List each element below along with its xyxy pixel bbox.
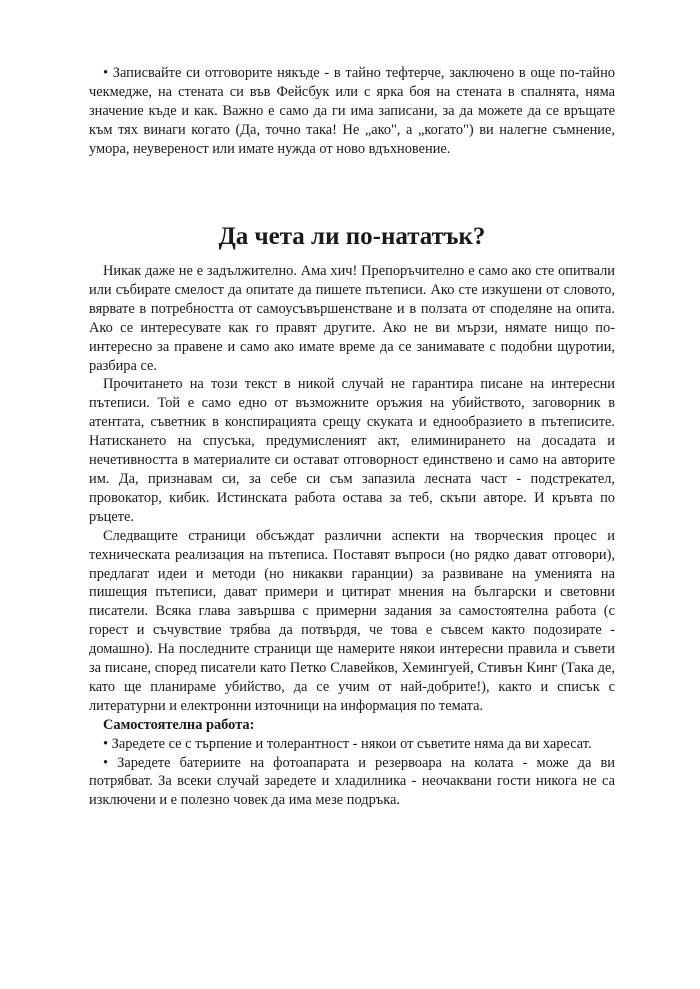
document-page — [89, 64, 615, 809]
task-heading: Самостоятелна работа: — [103, 716, 255, 733]
section-title: Да чета ли по-нататък? — [218, 223, 486, 250]
section-body — [89, 262, 615, 810]
task-item-2: • Заредете батериите на фотоапарата и резервоара на колата - може да ви потрябват. За всеки случай заредете и хладилника - неочаквани гости никога не са изключени и е полезно човек да има мезе подръка. — [89, 754, 615, 809]
paragraph-3: Следващите страници обсъждат различни аспекти на творческия процес и техническата реализация на пътеписа. Поставят въпроси (но рядко дават отговори), предлагат идеи и методи (но никакви гаранции) за развиване на уменията на пишещия пътеписи, дават примери и цитират мнения на български и световни писатели. Всяка глава завършва с примерни задания за самостоятелна работа (с горест и съчувствие трябва да потвърдя, че това е съвсем както подозирате - домашно). На последните страници ще намерите някои интересни правила и съвети за писане, според писатели като Петко Славейков, Хемингуей, Стивън Кинг (Така де, като ще планираме убийство, да се учим от най-добрите!), както и списък с литературни и електронни източници на информация по темата. — [89, 527, 615, 714]
intro-bullet: • Записвайте си отговорите някъде - в тайно тефтерче, заключено в още по-тайно чекмедже, на стената си във Фейсбук или с ярка боя на стената в спалнята, няма значение къде и как. Важно е само да ги има записани, за да можете да се връщате към тях винаги когато (Да, точно така! Не „ако", а „когато") ви налегне съмнение, умора, неувереност или имате нужда от ново вдъхновение. — [89, 65, 615, 157]
paragraph-1: Никак даже не е задължително. Ама хич! Препоръчително е само ако сте опитвали или събирате смелост да опитате да пишете пътеписи. Ако сте изкушени от словото, вярвате в потребността от самоусъвършенстване и в ползата от споделяне на опита. Ако се интересувате как го правят другите. Ако не ви мързи, нямате нищо по-интересно за правене и само ако имате време да се занимавате с подобни щуротии, разбира се. — [89, 263, 615, 374]
paragraph-2: Прочитането на този текст в никой случай не гарантира писане на интересни пътеписи. Той е само едно от възможните оръжия на убийството, заговорник в атентата, съветник в конспирацията срещу скуката и еднообразието в пътеписите. Натискането на спусъка, предумисленият акт, елиминирането на досадата и нечетивността в материалите си остават отговорност единствено и само на авторите им. Да, признавам си, за себе си съм запазила лесната част - подстрекател, провокатор, кибик. Истинската работа остава за теб, скъпи авторе. И кръвта по ръцете. — [89, 376, 615, 525]
task-item-1: • Заредете се с търпение и толерантност - някои от съветите няма да ви харесат. — [103, 735, 592, 752]
